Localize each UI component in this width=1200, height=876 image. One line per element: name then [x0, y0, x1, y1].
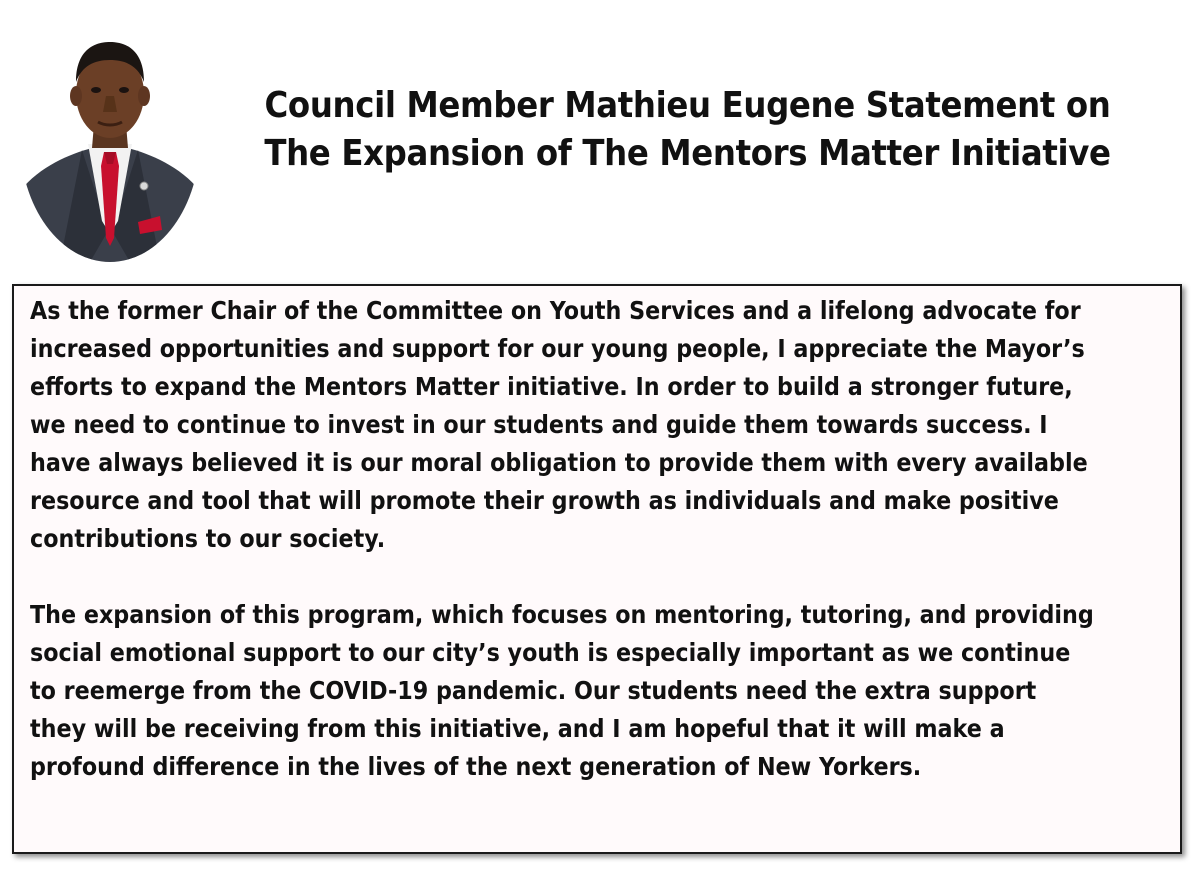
title-line: The Expansion of The Mentors Matter Initiative: [264, 133, 1111, 174]
statement-line: to reemerge from the COVID-19 pandemic. Our students need the extra support: [30, 676, 1037, 705]
statement-line: have always believed it is our moral obligation to provide them with every available: [30, 448, 1088, 477]
statement-line: The expansion of this program, which focuses on mentoring, tutoring, and providing: [30, 600, 1094, 629]
statement-line: resource and tool that will promote their growth as individuals and make positive: [30, 486, 1059, 515]
statement-line: contributions to our society.: [30, 524, 386, 553]
title-line: Council Member Mathieu Eugene Statement on: [264, 85, 1111, 126]
page-title: [262, 82, 1113, 178]
statement-box: [12, 284, 1182, 854]
person-portrait-icon: [20, 16, 200, 262]
statement-line: efforts to expand the Mentors Matter initiative. In order to build a stronger future,: [30, 372, 1073, 401]
statement-line: profound difference in the lives of the next generation of New Yorkers.: [30, 752, 922, 781]
statement-line: social emotional support to our city’s youth is especially important as we continue: [30, 638, 1071, 667]
council-member-portrait: [20, 16, 200, 262]
paragraph-spacer: [30, 558, 1170, 596]
statement-line: As the former Chair of the Committee on Youth Services and a lifelong advocate for: [30, 296, 1081, 325]
statement-text: [30, 292, 1170, 786]
statement-line: they will be receiving from this initiative, and I am hopeful that it will make a: [30, 714, 1005, 743]
statement-line: we need to continue to invest in our students and guide them towards success. I: [30, 410, 1048, 439]
statement-line: increased opportunities and support for our young people, I appreciate the Mayor’s: [30, 334, 1085, 363]
statement-paragraph-2: [30, 596, 1094, 786]
statement-paragraph-1: [30, 292, 1088, 558]
